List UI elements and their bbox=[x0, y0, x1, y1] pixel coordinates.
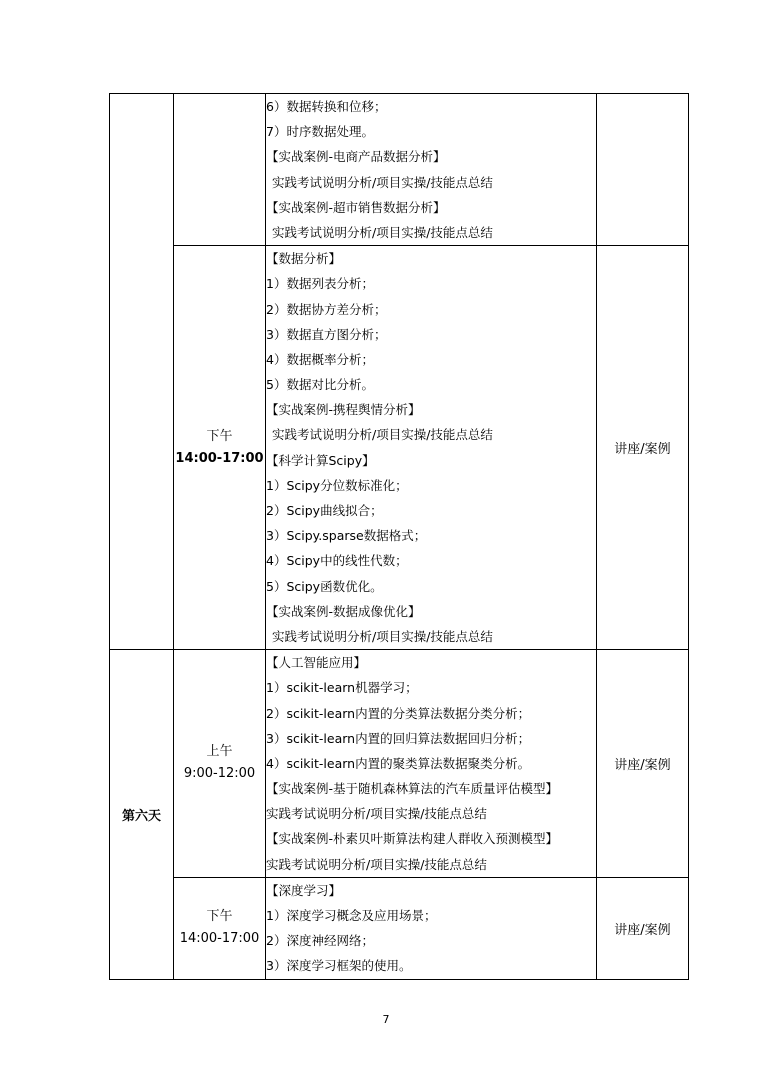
page-number: 7 bbox=[382, 1013, 390, 1026]
content-line: 实践考试说明分析/项目实操/技能点总结 bbox=[266, 856, 487, 872]
table-row bbox=[110, 246, 689, 650]
content-line: 【实战案例-电商产品数据分析】 bbox=[266, 149, 446, 165]
table-row bbox=[110, 877, 689, 979]
content-line: 7）时序数据处理。 bbox=[266, 124, 374, 140]
time-cell bbox=[174, 246, 266, 650]
content-line: 实践考试说明分析/项目实操/技能点总结 bbox=[272, 427, 493, 443]
form-cell bbox=[597, 94, 689, 246]
content-cell bbox=[266, 650, 597, 878]
content-line: 实践考试说明分析/项目实操/技能点总结 bbox=[272, 628, 493, 644]
day-cell: 第六天 bbox=[110, 650, 174, 979]
content-line: 3）scikit-learn内置的回归算法数据回归分析； bbox=[266, 730, 531, 746]
form-cell: 讲座/案例 bbox=[597, 650, 689, 878]
day-cell bbox=[110, 94, 174, 650]
time-cell bbox=[174, 94, 266, 246]
content-cell bbox=[266, 877, 597, 979]
content-line: 4）数据概率分析； bbox=[266, 351, 374, 367]
table-row bbox=[110, 650, 689, 878]
content-line: 实践考试说明分析/项目实操/技能点总结 bbox=[272, 174, 493, 190]
content-line: 【实战案例-携程舆情分析】 bbox=[266, 402, 421, 418]
time-label: 下午 bbox=[206, 428, 233, 444]
content-line: 2）scikit-learn内置的分类算法数据分类分析； bbox=[266, 705, 531, 721]
content-line: 2）数据协方差分析； bbox=[266, 301, 387, 317]
content-line: 【科学计算Scipy】 bbox=[266, 452, 375, 468]
content-line: 1）Scipy分位数标准化； bbox=[266, 477, 408, 493]
content-line: 【实战案例-数据成像优化】 bbox=[266, 603, 421, 619]
content-line: 4）scikit-learn内置的聚类算法数据聚类分析。 bbox=[266, 755, 531, 771]
content-line: 3）数据直方图分析； bbox=[266, 326, 387, 342]
content-line: 【实战案例-朴素贝叶斯算法构建人群收入预测模型】 bbox=[266, 831, 559, 847]
content-line: 4）Scipy中的线性代数； bbox=[266, 553, 408, 569]
content-line: 【深度学习】 bbox=[266, 882, 342, 898]
form-cell: 讲座/案例 bbox=[597, 877, 689, 979]
content-line: 【人工智能应用】 bbox=[266, 655, 367, 671]
content-line: 5）数据对比分析。 bbox=[266, 377, 374, 393]
content-line: 【实战案例-基于随机森林算法的汽车质量评估模型】 bbox=[266, 781, 559, 797]
content-line: 实践考试说明分析/项目实操/技能点总结 bbox=[272, 224, 493, 240]
time-label: 上午 bbox=[206, 744, 233, 760]
content-line: 【数据分析】 bbox=[266, 251, 342, 267]
form-cell: 讲座/案例 bbox=[597, 246, 689, 650]
content-cell bbox=[266, 246, 597, 650]
time-cell bbox=[174, 877, 266, 979]
content-line: 1）深度学习概念及应用场景； bbox=[266, 908, 437, 923]
time-range: 9:00-12:00 bbox=[183, 766, 256, 782]
content-line: 1）scikit-learn机器学习； bbox=[266, 680, 418, 696]
content-line: 实践考试说明分析/项目实操/技能点总结 bbox=[266, 806, 487, 822]
time-range: 14:00-17:00 bbox=[175, 450, 264, 466]
content-cell bbox=[266, 94, 597, 246]
content-line: 5）Scipy函数优化。 bbox=[266, 578, 383, 594]
schedule-table bbox=[109, 93, 689, 980]
time-label: 下午 bbox=[206, 909, 233, 925]
content-line: 6）数据转换和位移； bbox=[266, 99, 387, 114]
content-line: 【实战案例-超市销售数据分析】 bbox=[266, 199, 446, 215]
time-range: 14:00-17:00 bbox=[179, 931, 260, 947]
content-line: 3）Scipy.sparse数据格式； bbox=[266, 528, 427, 544]
content-line: 2）深度神经网络； bbox=[266, 933, 374, 949]
content-line: 2）Scipy曲线拟合； bbox=[266, 503, 383, 518]
time-cell bbox=[174, 650, 266, 878]
content-line: 1）数据列表分析； bbox=[266, 276, 374, 292]
table-row bbox=[110, 94, 689, 246]
content-line: 3）深度学习框架的使用。 bbox=[266, 958, 412, 974]
